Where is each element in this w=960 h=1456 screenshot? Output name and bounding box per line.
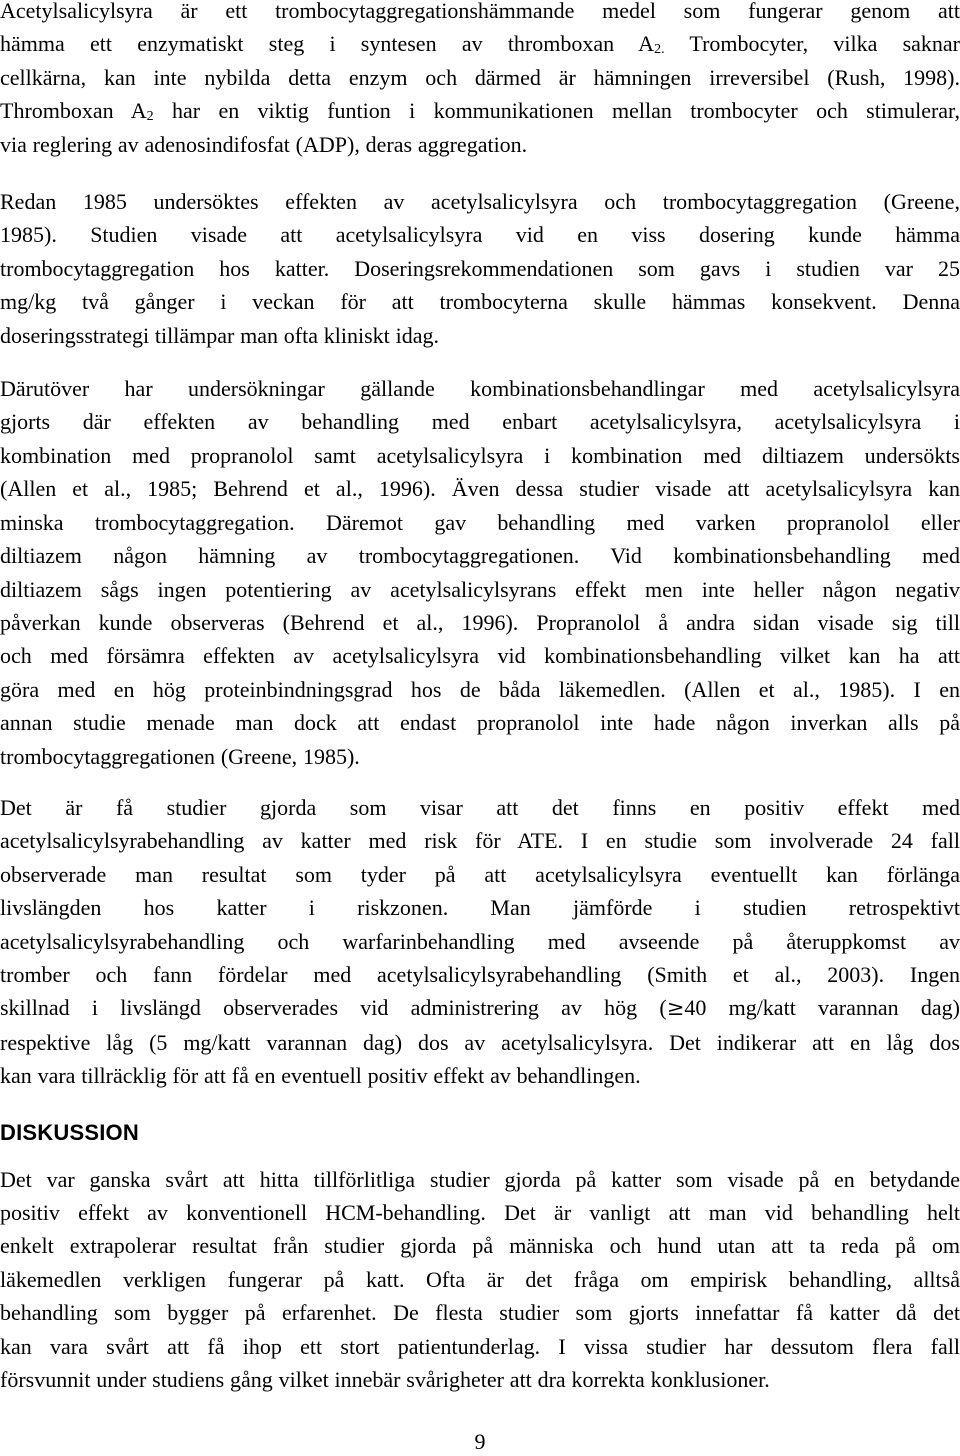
text-line: Det var ganska svårt att hitta tillförlitliga studier gjorda på katter som visade på en betydande [0,1166,960,1192]
paragraph-discussion [0,1163,960,1397]
text-line: kan vara svårt att få ihop ett stort patientunderlag. I vissa studier har dessutom flera fall [0,1333,960,1359]
page-number: 9 [474,1429,486,1454]
text-line: diltiazem någon hämning av trombocytaggregationen. Vid kombinationsbehandling med [0,543,960,569]
paragraph-greene-study [0,185,960,352]
text-line: påverkan kunde observeras (Behrend et al., 1996). Propranolol å andra sidan visade sig till [0,609,960,635]
text-segment: har en viktig funtion i kommunikationen mellan trombocyter och stimulerar, [153,98,960,124]
text-line: annan studie menade man dock att endast propranolol inte hade någon inverkan alls på [0,710,960,736]
subscript: 2. [654,42,665,58]
text-line: minska trombocytaggregation. Däremot gav behandling med varken propranolol eller [0,509,960,535]
text-line: via reglering av adenosindifosfat (ADP), deras aggregation. [0,131,528,157]
text-segment: 40 mg/katt varannan dag) [684,995,960,1021]
text-segment: Trombocyter, vilka saknar [664,31,960,57]
text-line: (Allen et al., 1985; Behrend et al., 1996). Även dessa studier visade att acetylsalicylsyra kan [0,476,960,502]
text-line: cellkärna, kan inte nybilda detta enzym och därmed är hämningen irreversibel (Rush, 1998). [0,64,960,90]
text-line: Därutöver har undersökningar gällande kombinationsbehandlingar med acetylsalicylsyra [0,376,960,402]
text-line: trombocytaggregationen (Greene, 1985). [0,743,360,769]
text-line: försvunnit under studiens gång vilket innebär svårigheter att dra korrekta konklusioner. [0,1367,770,1393]
text-line: doseringsstrategi tillämpar man ofta kliniskt idag. [0,322,439,348]
text-line: livslängden hos katter i riskzonen. Man jämförde i studien retrospektivt [0,895,960,921]
paragraph-combination-treatments [0,372,960,773]
text-line: respektive låg (5 mg/katt varannan dag) dos av acetylsalicylsyra. Det indikerar att en låg dos [0,1029,960,1055]
text-line [0,94,960,127]
paragraph-acetylsalicylsyra-intro [0,0,960,161]
text-segment: hämma ett enzymatiskt steg i syntesen av thromboxan A [0,31,655,57]
text-line: kombination med propranolol samt acetylsalicylsyra i kombination med diltiazem undersökts [0,442,960,468]
text-line: mg/kg två gånger i veckan för att trombocyterna skulle hämmas konsekvent. Denna [0,289,960,315]
text-line: diltiazem sågs ingen potentiering av acetylsalicylsyrans effekt men inte heller någon negativ [0,576,960,602]
text-line [0,27,960,60]
text-line: tromber och fann fördelar med acetylsalicylsyrabehandling (Smith et al., 2003). Ingen [0,961,960,987]
text-segment: skillnad i livslängd observerades vid administrering av hög ( [0,995,667,1021]
text-line: Acetylsalicylsyra är ett trombocytaggregationshämmande medel som fungerar genom att [0,0,960,23]
text-line: observerade man resultat som tyder på att acetylsalicylsyra eventuellt kan förlänga [0,861,960,887]
text-line: positiv effekt av konventionell HCM-behandling. Det är vanligt att man vid behandling helt [0,1200,960,1225]
subscript: 2 [146,109,154,125]
text-line: trombocytaggregation hos katter. Doseringsrekommendationen som gavs i studien var 25 [0,255,960,281]
text-line: Det är få studier gjorda som visar att det finns en positiv effekt med [0,794,960,820]
text-line: och med försämra effekten av acetylsalicylsyra vid kombinationsbehandling vilket kan ha att [0,643,960,669]
text-line: behandling som bygger på erfarenhet. De flesta studier som gjorts innefattar få katter då det [0,1300,960,1326]
text-line: enkelt extrapolerar resultat från studier gjorda på människa och hund utan att ta reda på om [0,1233,960,1259]
section-heading-diskussion: DISKUSSION [0,1119,139,1145]
text-line: gjorts där effekten av behandling med enbart acetylsalicylsyra, acetylsalicylsyra i [0,409,960,435]
text-line [0,991,960,1025]
text-line: läkemedlen verkligen fungerar på katt. Ofta är det fråga om empirisk behandling, alltså [0,1266,960,1292]
text-line: acetylsalicylsyrabehandling och warfarinbehandling med avseende på återuppkomst av [0,928,960,954]
paragraph-ate-studies [0,791,960,1093]
text-line: göra med en hög proteinbindningsgrad hos de båda läkemedlen. (Allen et al., 1985). I en [0,676,960,702]
text-line: kan vara tillräcklig för att få en eventuell positiv effekt av behandlingen. [0,1063,641,1089]
text-segment: Thromboxan A [0,98,147,124]
text-line: Redan 1985 undersöktes effekten av acetylsalicylsyra och trombocytaggregation (Greene, [0,189,960,215]
text-line: 1985). Studien visade att acetylsalicylsyra vid en viss dosering kunde hämma [0,222,960,248]
greater-equal-symbol: ≥ [666,996,685,1021]
text-line: acetylsalicylsyrabehandling av katter med risk för ATE. I en studie som involverade 24 fall [0,828,960,854]
